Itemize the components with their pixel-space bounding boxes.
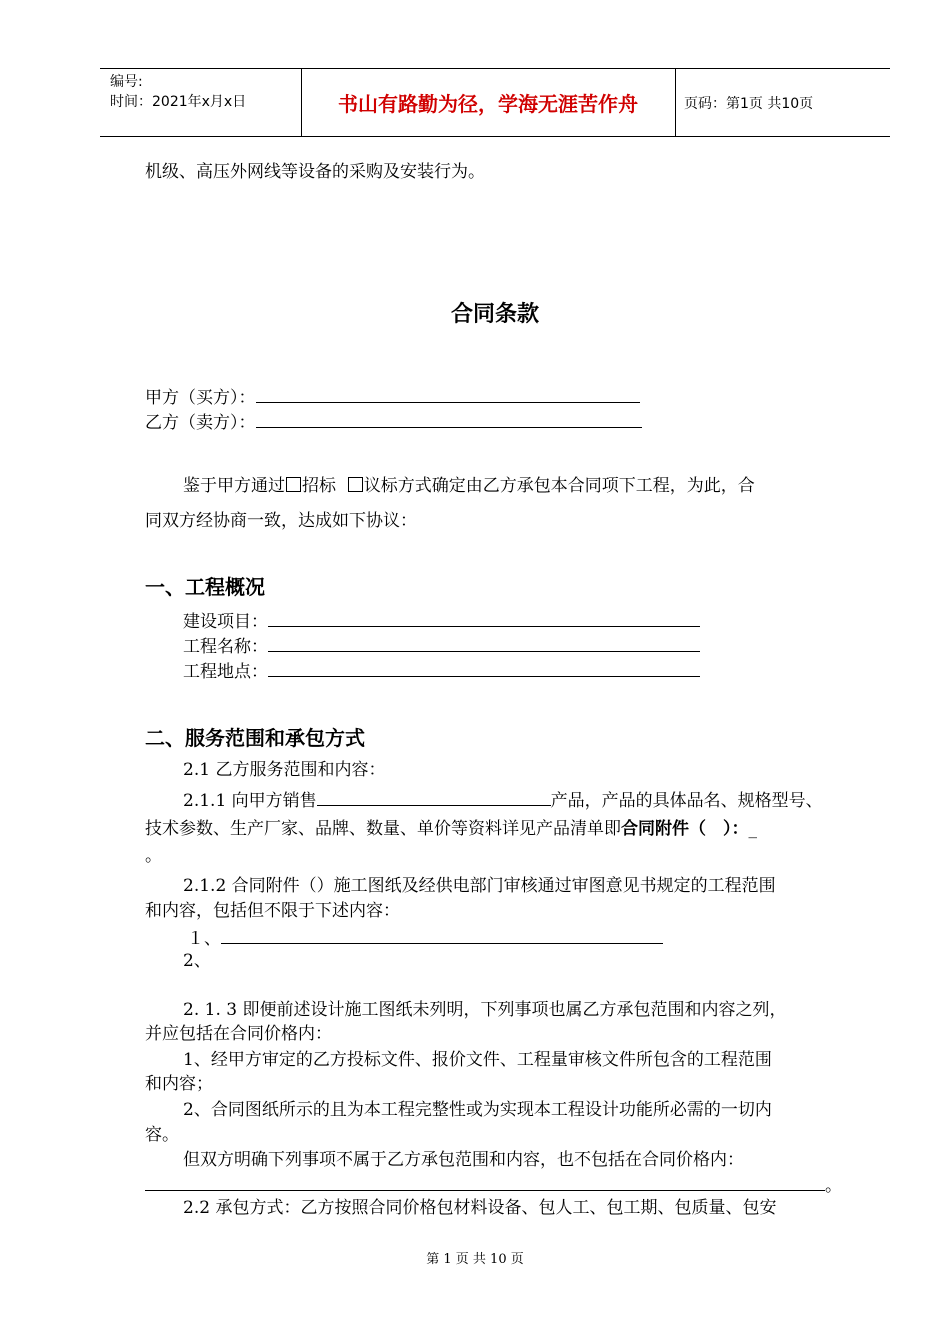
intro-text-2: 议标方式确定由乙方承包本合同项下工程，为此，合: [363, 476, 755, 496]
section-2-heading: 二、服务范围和承包方式: [145, 726, 365, 750]
header-motto: 书山有路勤为径，学海无涯苦作舟: [338, 92, 638, 116]
list-item-2: 2、: [183, 951, 211, 971]
appendix-ref: 合同附件（ ）：: [621, 819, 749, 839]
para-2-1-1-line2: [145, 819, 757, 839]
para-text: 产品，产品的具体品名、规格型号、: [550, 791, 823, 811]
section-1-heading: 一、工程概况: [145, 575, 265, 599]
para-text: 2.1.1 向甲方销售: [183, 791, 317, 811]
para-2-2: 2.2 承包方式：乙方按照合同价格包材料设备、包人工、包工期、包质量、包安: [183, 1198, 777, 1218]
scope-item-2-line2: 容。: [145, 1125, 179, 1145]
para-2-1-2-line1: 2.1.2 合同附件（）施工图纸及经供电部门审核通过审图意见书规定的工程范围: [183, 876, 776, 896]
party-a-line: [145, 386, 640, 408]
time-label: 时间：2021年x月x日: [110, 94, 247, 110]
field-place: [183, 660, 700, 682]
para-text: 技术参数、生产厂家、品牌、数量、单价等资料详见产品清单即: [145, 819, 621, 839]
field-name-label: 工程名称：: [183, 637, 268, 657]
page-footer: 第 1 页 共 10 页: [426, 1252, 524, 1267]
intro-line-2: 同双方经协商一致，达成如下协议：: [145, 511, 417, 531]
para-2-1-1-line1: [183, 789, 823, 811]
scope-item-1-line1: 1、经甲方审定的乙方投标文件、报价文件、工程量审核文件所包含的工程范围: [183, 1050, 772, 1070]
field-project-blank: [268, 610, 700, 627]
para-2-1-1-line3: 。: [145, 846, 162, 866]
exclusion-blank-line: [145, 1174, 842, 1196]
header-divider: [675, 69, 676, 136]
para-text: _: [748, 819, 757, 839]
field-place-blank: [268, 660, 700, 677]
field-name-blank: [268, 635, 700, 652]
exclusion-line: 但双方明确下列事项不属于乙方承包范围和内容，也不包括在合同价格内：: [183, 1150, 744, 1170]
exclusion-blank: [145, 1174, 825, 1191]
field-name: [183, 635, 700, 657]
para-2-1-2-line2: 和内容，包括但不限于下述内容：: [145, 901, 400, 921]
para-2-1-3-line1: 2. 1. 3 即便前述设计施工图纸未列明，下列事项也属乙方承包范围和内容之列，: [183, 1000, 787, 1020]
para-2-1: 2.1 乙方服务范围和内容：: [183, 760, 386, 780]
header-left: [110, 72, 246, 112]
party-b-label: 乙方（卖方）：: [145, 413, 256, 433]
field-project: [183, 610, 700, 632]
product-blank: [317, 789, 551, 806]
page-title: 合同条款: [450, 302, 539, 327]
party-a-label: 甲方（买方）：: [145, 388, 256, 408]
intro-line-1: [183, 476, 755, 496]
list-item-1: [187, 927, 663, 949]
field-project-label: 建设项目：: [183, 612, 268, 632]
scope-item-2-line1: 2、合同图纸所示的且为本工程完整性或为实现本工程设计功能所必需的一切内: [183, 1100, 772, 1120]
page-header: [100, 68, 890, 137]
field-place-label: 工程地点：: [183, 662, 268, 682]
tender-label: 招标: [302, 476, 336, 496]
carry-line: 机级、高压外网线等设备的采购及安装行为。: [145, 162, 485, 182]
item-1-blank: [221, 927, 663, 944]
scope-item-1-line2: 和内容；: [145, 1074, 213, 1094]
header-page-info: 页码：第1页 共10页: [684, 96, 814, 112]
para-2-1-3-line2: 并应包括在合同价格内：: [145, 1024, 332, 1044]
intro-text: 鉴于甲方通过: [183, 476, 285, 496]
checkbox-tender[interactable]: [286, 477, 301, 492]
checkbox-negotiation[interactable]: [348, 477, 363, 492]
serial-label: 编号:: [110, 74, 143, 90]
para-text: 。: [825, 1176, 842, 1196]
party-b-line: [145, 411, 642, 433]
item-label: １、: [187, 929, 221, 949]
party-a-blank: [256, 386, 640, 403]
party-b-blank: [256, 411, 642, 428]
